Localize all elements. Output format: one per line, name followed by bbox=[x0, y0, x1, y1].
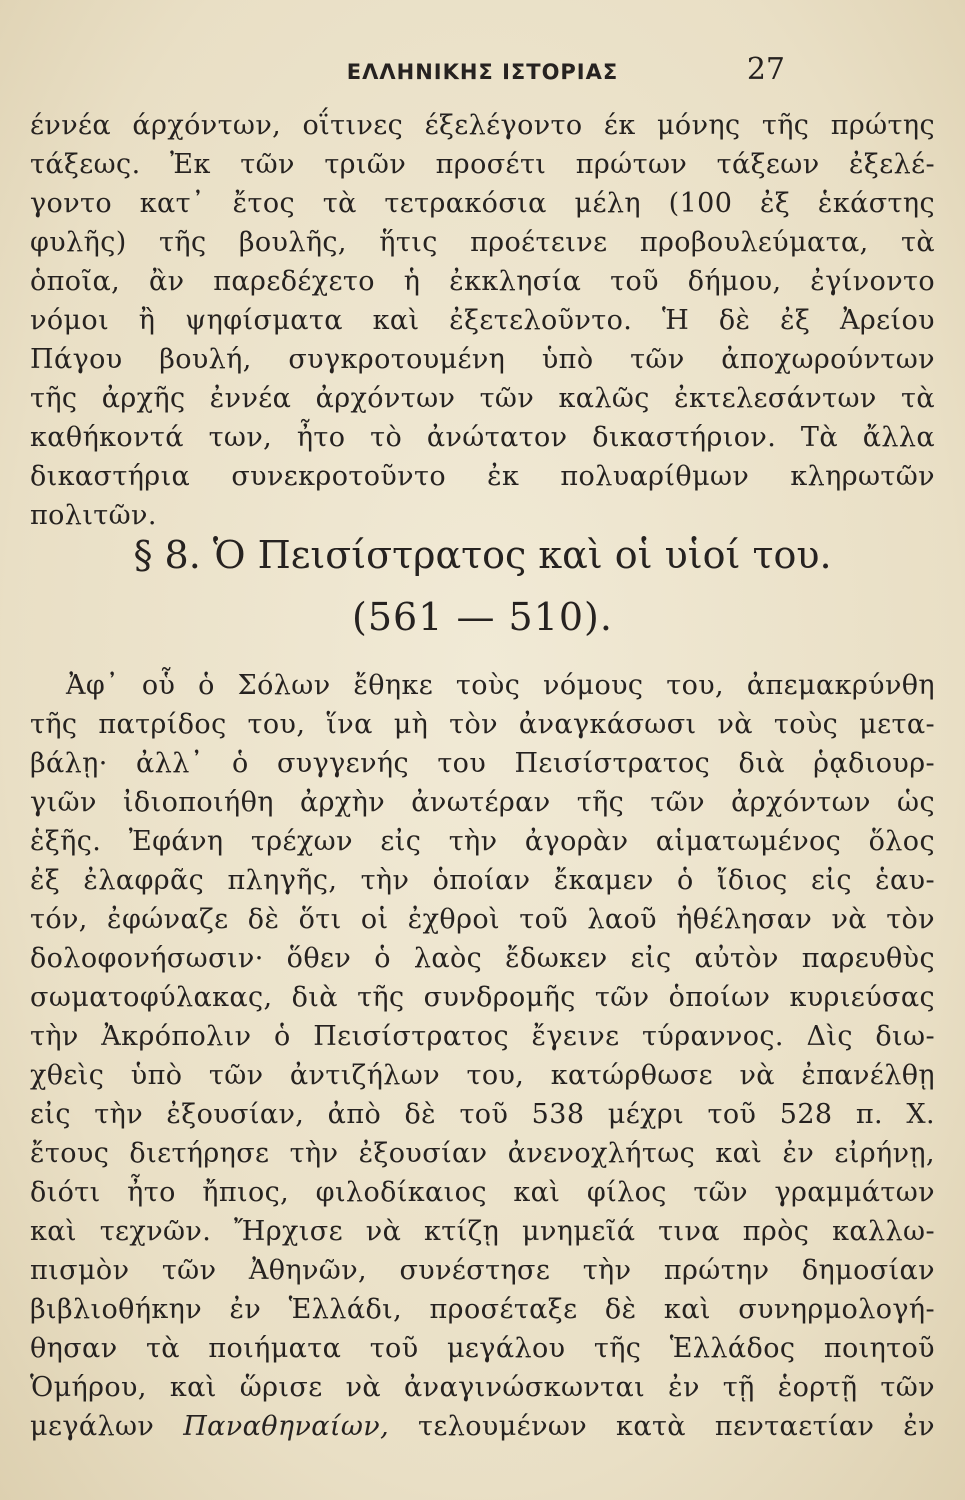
text-line: Ἀφ᾽ οὗ ὁ Σόλων ἔθηκε τοὺς νόμους του, ἀπεμακρύνθη bbox=[66, 670, 935, 701]
paragraph-2 bbox=[30, 666, 935, 1446]
text-line: έννέα άρχόντων, οΐτινες έξελέγοντο έκ μόνης τῆς πρώτης bbox=[30, 110, 935, 141]
text-line: καθήκοντά των, ἦτο τὸ ἀνώτατον δικαστήριον. Τὰ ἄλλα bbox=[30, 422, 935, 453]
text-line-last bbox=[30, 1407, 935, 1446]
text-line: Ὁμήρου, καὶ ὥρισε νὰ ἀναγινώσκωνται ἐν τῇ ἑορτῇ τῶν bbox=[30, 1372, 935, 1403]
text-line: δικαστήρια συνεκροτοῦντο ἐκ πολυαρίθμων κληρωτῶν bbox=[30, 461, 935, 492]
text-line: χθεὶς ὑπὸ τῶν ἀντιζήλων του, κατώρθωσε νὰ ἐπανέλθῃ bbox=[30, 1060, 935, 1091]
text-line: πισμὸν τῶν Ἀθηνῶν, συνέστησε τὴν πρώτην δημοσίαν bbox=[30, 1255, 935, 1286]
text-run: τελουμένων κατὰ πενταετίαν ἐν bbox=[389, 1411, 935, 1442]
text-line: τῆς πατρίδος του, ἵνα μὴ τὸν ἀναγκάσωσι νὰ τοὺς μετα- bbox=[30, 709, 935, 740]
text-line: νόμοι ἢ ψηφίσματα καὶ ἐξετελοῦντο. Ἡ δὲ ἐξ Ἀρείου bbox=[30, 305, 935, 336]
text-line: δολοφονήσωσιν· ὅθεν ὁ λαὸς ἔδωκεν εἰς αὐτὸν παρευθὺς bbox=[30, 943, 935, 974]
text-line: τὴν Ἀκρόπολιν ὁ Πεισίστρατος ἔγεινε τύραννος. Δὶς διω- bbox=[30, 1021, 935, 1052]
text-line: ἐξ ἐλαφρᾶς πληγῆς, τὴν ὁποίαν ἔκαμεν ὁ ἴδιος εἰς ἑαυ- bbox=[30, 865, 935, 896]
text-line: γοντο κατ᾽ ἔτος τὰ τετρακόσια μέλη (100 ἐξ ἑκάστης bbox=[30, 188, 935, 219]
text-line: πολιτῶν. bbox=[30, 500, 157, 531]
text-line: ὁποῖα, ἂν παρεδέχετο ἡ ἐκκλησία τοῦ δήμου, ἐγίνοντο bbox=[30, 266, 935, 297]
page-header bbox=[0, 52, 965, 92]
section-dates: (561 — 510). bbox=[352, 595, 613, 639]
paragraph-1 bbox=[30, 106, 935, 535]
page-number: 27 bbox=[746, 52, 785, 87]
text-line: καὶ τεχνῶν. Ἤρχισε νὰ κτίζῃ μνημεῖά τινα πρὸς καλλω- bbox=[30, 1216, 935, 1247]
text-line: βιβλιοθήκην ἐν Ἑλλάδι, προσέταξε δὲ καὶ συνηρμολογή- bbox=[30, 1294, 935, 1325]
text-run: μεγάλων bbox=[30, 1411, 184, 1442]
text-line: τάξεως. Ἐκ τῶν τριῶν προσέτι πρώτων τάξεων ἐξελέ- bbox=[30, 149, 935, 180]
text-line: ἔτους διετήρησε τὴν ἐξουσίαν ἀνενοχλήτως καὶ ἐν εἰρήνῃ, bbox=[30, 1138, 935, 1169]
italic-term: Παναθηναίων, bbox=[183, 1411, 390, 1442]
text-line: φυλῆς) τῆς βουλῆς, ἥτις προέτεινε προβουλεύματα, τὰ bbox=[30, 227, 935, 258]
text-line: τῆς ἀρχῆς ἐννέα ἀρχόντων τῶν καλῶς ἐκτελεσάντων τὰ bbox=[30, 383, 935, 414]
text-line: βάλῃ· ἀλλ᾽ ὁ συγγενής του Πεισίστρατος διὰ ῥᾳδιουρ- bbox=[30, 748, 935, 779]
text-line: γιῶν ἰδιοποιήθη ἀρχὴν ἀνωτέραν τῆς τῶν ἀρχόντων ὡς bbox=[30, 787, 935, 818]
text-line: ἑξῆς. Ἐφάνη τρέχων εἰς τὴν ἀγορὰν αἱματωμένος ὅλος bbox=[30, 826, 935, 857]
running-title: ΕΛΛΗΝΙΚΗΣ ΙΣΤΟΡΙΑΣ bbox=[346, 60, 619, 84]
text-line: σωματοφύλακας, διὰ τῆς συνδρομῆς τῶν ὁποίων κυριεύσας bbox=[30, 982, 935, 1013]
text-line: θησαν τὰ ποιήματα τοῦ μεγάλου τῆς Ἑλλάδος ποιητοῦ bbox=[30, 1333, 935, 1364]
section-heading bbox=[0, 530, 965, 642]
text-line: διότι ἦτο ἤπιος, φιλοδίκαιος καὶ φίλος τῶν γραμμάτων bbox=[30, 1177, 935, 1208]
text-line: Πάγου βουλή, συγκροτουμένη ὑπὸ τῶν ἀποχωρούντων bbox=[30, 344, 935, 375]
text-line: εἰς τὴν ἐξουσίαν, ἀπὸ δὲ τοῦ 538 μέχρι τοῦ 528 π. Χ. bbox=[30, 1099, 935, 1130]
text-line: τόν, ἐφώναζε δὲ ὅτι οἱ ἐχθροὶ τοῦ λαοῦ ἠθέλησαν νὰ τὸν bbox=[30, 904, 935, 935]
section-title: § 8. Ὁ Πεισίστρατος καὶ οἱ υἱοί του. bbox=[133, 533, 832, 577]
